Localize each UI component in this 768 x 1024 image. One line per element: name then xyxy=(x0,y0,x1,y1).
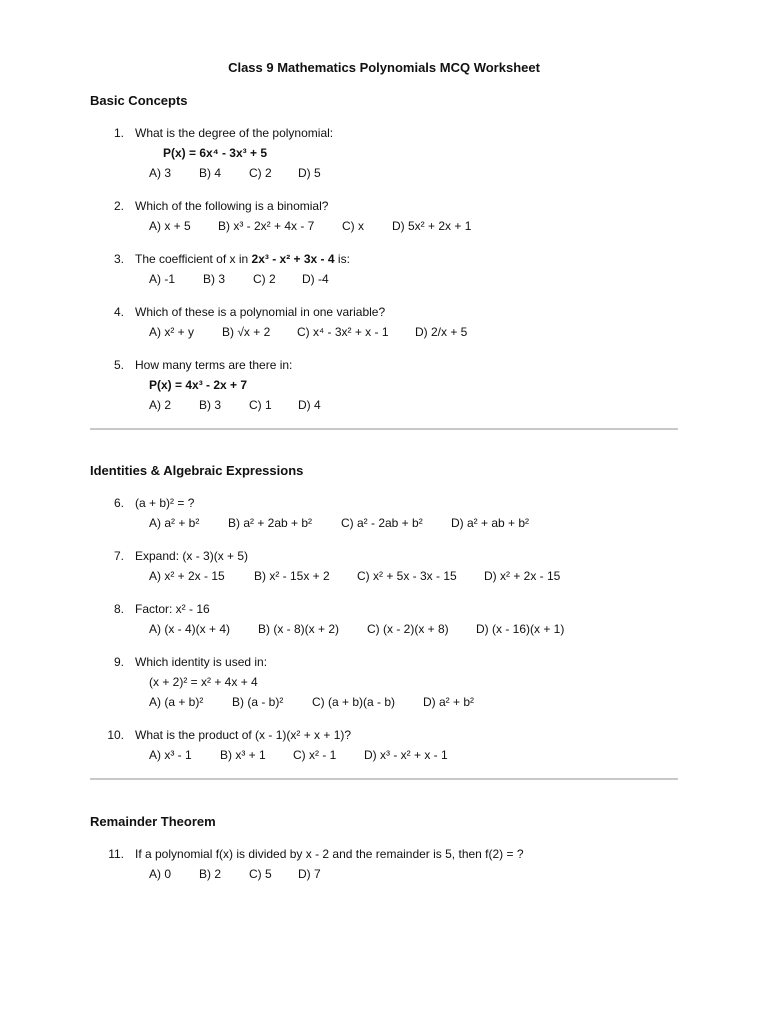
option-d: D) 4 xyxy=(298,398,321,412)
question-expression: (x + 2)² = x² + 4x + 4 xyxy=(149,675,258,689)
section-heading-identities: Identities & Algebraic Expressions xyxy=(90,463,304,478)
option-d: D) -4 xyxy=(302,272,329,286)
option-c: C) a² - 2ab + b² xyxy=(341,516,423,530)
question-stem: Which of these is a polynomial in one variable? xyxy=(135,305,386,319)
section-heading-basic-concepts: Basic Concepts xyxy=(90,93,188,108)
option-d: D) (x - 16)(x + 1) xyxy=(476,622,565,636)
question-number: 6. xyxy=(113,496,124,510)
option-a: A) a² + b² xyxy=(149,516,200,530)
option-a: A) x² + 2x - 15 xyxy=(149,569,225,583)
question-number: 1. xyxy=(113,126,124,140)
question-stem: Factor: x² - 16 xyxy=(135,602,210,616)
question-stem: Expand: (x - 3)(x + 5) xyxy=(135,549,249,563)
stem-after: is: xyxy=(334,252,350,266)
stem-before: The coefficient of x in xyxy=(135,252,252,266)
question-number: 11. xyxy=(108,847,124,861)
option-c: C) 2 xyxy=(253,272,276,286)
option-c: C) x² - 1 xyxy=(293,748,337,762)
option-b: B) (a - b)² xyxy=(232,695,284,709)
option-c: C) x xyxy=(342,219,364,233)
worksheet-title: Class 9 Mathematics Polynomials MCQ Worksheet xyxy=(228,60,540,75)
option-d: D) 7 xyxy=(298,867,321,881)
question-number: 5. xyxy=(113,358,124,372)
option-a: A) 3 xyxy=(149,166,172,180)
option-d: D) x² + 2x - 15 xyxy=(484,569,561,583)
option-c: C) x² + 5x - 3x - 15 xyxy=(357,569,457,583)
question-number: 3. xyxy=(113,252,124,266)
option-b: B) x² - 15x + 2 xyxy=(254,569,330,583)
option-b: B) √x + 2 xyxy=(222,325,271,339)
option-d: D) x³ - x² + x - 1 xyxy=(364,748,448,762)
question-number: 4. xyxy=(113,305,124,319)
question-number: 9. xyxy=(113,655,124,669)
section-heading-remainder-theorem: Remainder Theorem xyxy=(90,814,216,829)
option-a: A) x³ - 1 xyxy=(149,748,192,762)
question-expression: P(x) = 6x⁴ - 3x³ + 5 xyxy=(163,146,267,160)
option-c: C) 1 xyxy=(249,398,272,412)
option-c: C) 2 xyxy=(249,166,272,180)
section-divider xyxy=(90,428,678,430)
question-number: 8. xyxy=(113,602,124,616)
question-stem: Which identity is used in: xyxy=(135,655,268,669)
question-stem: Which of the following is a binomial? xyxy=(135,199,329,213)
option-c: C) x⁴ - 3x² + x - 1 xyxy=(297,325,389,339)
option-b: B) 3 xyxy=(203,272,226,286)
question-stem: (a + b)² = ? xyxy=(135,496,195,510)
question-stem: What is the degree of the polynomial: xyxy=(135,126,334,140)
option-d: D) a² + b² xyxy=(423,695,475,709)
section-divider xyxy=(90,778,678,780)
option-a: A) -1 xyxy=(149,272,176,286)
option-c: C) (a + b)(a - b) xyxy=(312,695,396,709)
option-c: C) 5 xyxy=(249,867,272,881)
question-stem xyxy=(135,249,350,269)
option-b: B) (x - 8)(x + 2) xyxy=(258,622,340,636)
option-a: A) x + 5 xyxy=(149,219,191,233)
question-expression: P(x) = 4x³ - 2x + 7 xyxy=(149,378,248,392)
option-b: B) 2 xyxy=(199,867,222,881)
option-a: A) 0 xyxy=(149,867,172,881)
option-d: D) 5x² + 2x + 1 xyxy=(392,219,472,233)
option-b: B) x³ + 1 xyxy=(220,748,266,762)
option-b: B) 3 xyxy=(199,398,222,412)
question-number: 7. xyxy=(113,549,124,563)
option-b: B) 4 xyxy=(199,166,222,180)
option-a: A) (a + b)² xyxy=(149,695,204,709)
option-d: D) 5 xyxy=(298,166,321,180)
option-d: D) 2/x + 5 xyxy=(415,325,468,339)
option-d: D) a² + ab + b² xyxy=(451,516,530,530)
question-number: 10. xyxy=(107,728,124,742)
option-b: B) x³ - 2x² + 4x - 7 xyxy=(218,219,315,233)
option-c: C) (x - 2)(x + 8) xyxy=(367,622,449,636)
option-a: A) 2 xyxy=(149,398,172,412)
question-stem: If a polynomial f(x) is divided by x - 2 and the remainder is 5, then f(2) = ? xyxy=(135,847,524,861)
option-a: A) (x - 4)(x + 4) xyxy=(149,622,231,636)
option-b: B) a² + 2ab + b² xyxy=(228,516,313,530)
option-a: A) x² + y xyxy=(149,325,195,339)
question-stem: How many terms are there in: xyxy=(135,358,293,372)
question-stem: What is the product of (x - 1)(x² + x + 1)? xyxy=(135,728,352,742)
question-number: 2. xyxy=(113,199,124,213)
stem-expression: 2x³ - x² + 3x - 4 xyxy=(251,252,335,266)
